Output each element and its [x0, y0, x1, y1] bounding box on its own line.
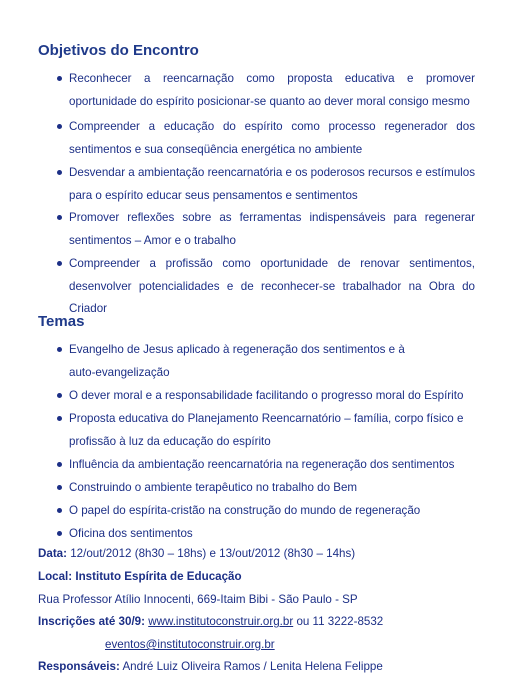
objetivo-text: Compreender a educação do espírito como processo regenerador dos sentimentos e sua conseqüência energética no ambiente	[69, 120, 475, 156]
local-line	[38, 569, 242, 585]
email-link[interactable]: eventos@institutoconstruir.org.br	[105, 638, 275, 651]
responsaveis-label: Responsáveis:	[38, 660, 120, 673]
tema-text: O dever moral e a responsabilidade facilitando o progresso moral do Espírito	[69, 389, 464, 402]
bullet-icon	[57, 485, 62, 490]
bullet-icon	[57, 124, 62, 129]
tema-text: Proposta educativa do Planejamento Reencarnatório – família, corpo físico e profissão à luz da educação do espírito	[69, 412, 464, 448]
objetivo-text: Desvendar a ambientação reencarnatória e os poderosos recursos e estímulos para o espírito educar seus pensamentos e sentimentos	[69, 166, 476, 202]
bullet-icon	[57, 531, 62, 536]
inscricoes-line	[38, 614, 383, 630]
data-label: Data:	[38, 547, 67, 560]
bullet-icon	[57, 462, 62, 467]
tema-text: Construindo o ambiente terapêutico no trabalho do Bem	[69, 481, 358, 494]
objetivo-text: Reconhecer a reencarnação como proposta educativa e promover oportunidade do espírito posicionar-se quanto ao dever moral consigo mesmo	[69, 72, 475, 108]
responsaveis-value: André Luiz Oliveira Ramos / Lenita Helena Felippe	[122, 660, 383, 673]
address-line: Rua Professor Atílio Innocenti, 669-Itaim Bibi - São Paulo - SP	[38, 593, 358, 606]
phone-text: ou 11 3222-8532	[296, 615, 384, 628]
bullet-icon	[57, 416, 62, 421]
bullet-icon	[57, 347, 62, 352]
tema-text: Evangelho de Jesus aplicado à regeneração dos sentimentos e à auto-evangelização	[69, 343, 405, 379]
objetivo-text: Promover reflexões sobre as ferramentas indispensáveis para regenerar sentimentos – Amor e o trabalho	[69, 211, 475, 247]
data-line	[38, 546, 355, 562]
responsaveis-line	[38, 659, 383, 675]
bullet-icon	[57, 215, 62, 220]
bullet-icon	[57, 261, 62, 266]
bullet-icon	[57, 170, 62, 175]
tema-text: Influência da ambientação reencarnatória na regeneração dos sentimentos	[69, 458, 455, 471]
objetivo-text: Compreender a profissão como oportunidade de renovar sentimentos, desenvolver potencialidades e de reconhecer-se trabalhador na Obra do Criador	[69, 257, 475, 315]
objetivos-heading: Objetivos do Encontro	[38, 42, 199, 59]
data-value: 12/out/2012 (8h30 – 18hs) e 13/out/2012 (8h30 – 14hs)	[70, 547, 356, 560]
bullet-icon	[57, 76, 62, 81]
website-link[interactable]: www.institutoconstruir.org.br	[148, 615, 294, 628]
tema-text: Oficina dos sentimentos	[69, 527, 193, 540]
tema-text: O papel do espírita-cristão na construção do mundo de regeneração	[69, 504, 421, 517]
inscricoes-label: Inscrições até 30/9:	[38, 615, 145, 628]
local-label: Local: Instituto Espírita de Educação	[38, 570, 242, 583]
temas-heading: Temas	[38, 313, 85, 330]
bullet-icon	[57, 508, 62, 513]
bullet-icon	[57, 393, 62, 398]
